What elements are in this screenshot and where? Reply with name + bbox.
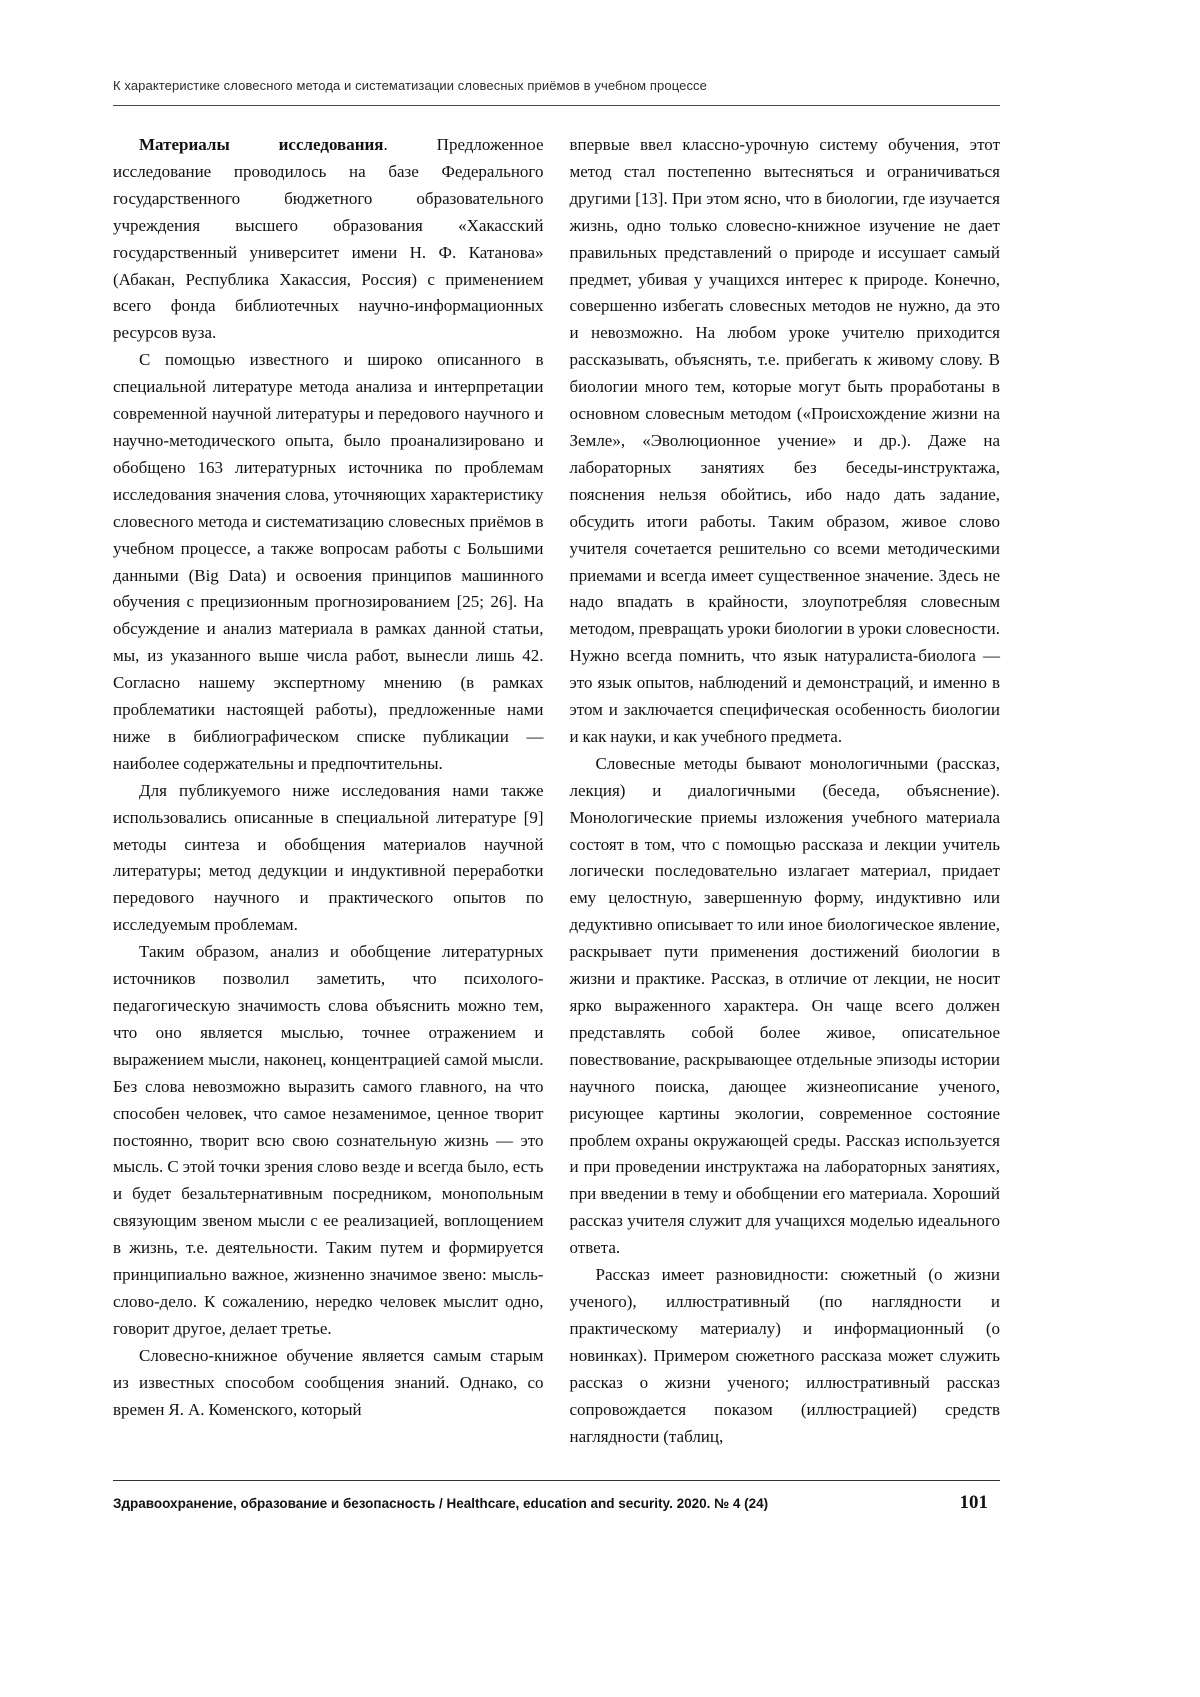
paragraph: Рассказ имеет разновидности: сюжетный (о жизни ученого), иллюстративный (по наглядности и практическому материалу) и информационный (о новинках). Примером сюжетного рассказа может служить рассказ о жизни ученого; иллюстративный рассказ сопровождается показом (иллюстрацией) средств наглядности (таблиц, (569, 1265, 1000, 1446)
text-column-right (570, 132, 1001, 1450)
page-header (113, 78, 1000, 106)
paragraph: впервые ввел классно-урочную систему обучения, этот метод стал постепенно вытесняться и ограничиваться другими [13]. При этом ясно, что в биологии, где изучается жизнь, одно только словесно-книжное изучение не дает правильных представлений о природе и иссушает самый предмет, убивая у учащихся интерес к природе. Конечно, совершенно избегать словесных методов не нужно, да это и невозможно. На любом уроке учителю приходится рассказывать, объяснять, т.е. прибегать к живому слову. В биологии много тем, которые могут быть проработаны в основном словесным методом («Происхождение жизни на Земле», «Эволюционное учение» и др.). Даже на лабораторных занятиях без беседы-инструктажа, пояснения нельзя обойтись, ибо надо дать задание, обсудить итоги работы. Таким образом, живое слово учителя сочетается решительно со всеми методическими приемами и всегда имеет существенное значение. Здесь не надо впадать в крайности, злоупотребляя словесным методом, превращать уроки биологии в уроки словесности. Нужно всегда помнить, что язык натуралиста-биолога — это язык опытов, наблюдений и демонстраций, и именно в этом и заключается специфическая особенность биологии и как науки, и как учебного предмета. (569, 135, 1000, 746)
paragraph: Для публикуемого ниже исследования нами также использовались описанные в специальной литературе [9] методы синтеза и обобщения материалов научной литературы; метод дедукции и индуктивной переработки передового научного и практического опытов по исследуемым проблемам. (113, 780, 544, 935)
paragraph: Материалы исследования. Предложенное исследование проводилось на базе Федерального государственного бюджетного образовательного учреждения высшего образования «Хакасский государственный университет имени Н. Ф. Катанова» (Абакан, Республика Хакассия, Россия) с применением всего фонда библиотечных научно-информационных ресурсов вуза. (113, 135, 544, 343)
article-body (113, 132, 1000, 1450)
text-column-left (113, 132, 544, 1450)
page-footer (113, 1480, 1000, 1514)
paragraph: Словесно-книжное обучение является самым старым из известных способом сообщения знаний. Однако, со времен Я. А. Коменского, который (113, 1345, 544, 1419)
paragraph: Таким образом, анализ и обобщение литературных источников позволил заметить, что психолого-педагогическую значимость слова объяснить можно тем, что оно является мыслью, точнее отражением и выражением мысли, наконец, концентрацией самой мысли. Без слова невозможно выразить самого главного, на что способен человек, что самое незаменимое, ценное творит постоянно, творит всю свою сознательную жизнь — это мысль. С этой точки зрения слово везде и всегда было, есть и будет безальтернативным посредником, монопольным связующим звеном мысли с ее реализацией, воплощением в жизнь, т.е. деятельности. Таким путем и формируется принципиально важное, жизненно значимое звено: мысль-слово-дело. К сожалению, нередко человек мыслит одно, говорит другое, делает третье. (113, 942, 544, 1338)
running-title: К характеристике словесного метода и систематизации словесных приёмов в учебном процессе (113, 78, 707, 93)
page-number: 101 (959, 1492, 988, 1513)
footer-journal-line: Здравоохранение, образование и безопасность / Healthcare, education and security. 2020. № 4 (24) (113, 1496, 769, 1511)
paragraph: С помощью известного и широко описанного в специальной литературе метода анализа и интерпретации современной научной литературы и передового научного и научно-методического опыта, было проанализировано и обобщено 163 литературных источника по проблемам исследования значения слова, уточняющих характеристику словесного метода и систематизацию словесных приёмов в учебном процессе, а также вопросам работы с Большими данными (Big Data) и освоения принципов машинного обучения с прецизионным прогнозированием [25; 26]. На обсуждение и анализ материала в рамках данной статьи, мы, из указанного выше числа работ, вынесли лишь 42. Согласно нашему экспертному мнению (в рамках проблематики настоящей работы), предложенные нами ниже в библиографическом списке публикации — наиболее содержательны и предпочтительны. (113, 350, 544, 773)
paragraph-lead: Материалы исследования (139, 135, 384, 154)
paragraph: Словесные методы бывают монологичными (рассказ, лекция) и диалогичными (беседа, объяснение). Монологические приемы изложения учебного материала состоят в том, что с помощью рассказа и лекции учитель логически последовательно излагает материал, придает ему целостную, завершенную форму, индуктивно или дедуктивно описывает то или иное биологическое явление, раскрывает пути применения достижений биологии в жизни и практике. Рассказ, в отличие от лекции, не носит ярко выраженного характера. Он чаще всего должен представлять собой более живое, описательное повествование, раскрывающее отдельные эпизоды истории научного поиска, дающее жизнеописание ученого, рисующее картины экологии, современное состояние проблем охраны окружающей среды. Рассказ используется и при проведении инструктажа на лабораторных занятиях, при введении в тему и обобщении его материала. Хороший рассказ учителя служит для учащихся моделью идеального ответа. (569, 753, 1000, 1258)
